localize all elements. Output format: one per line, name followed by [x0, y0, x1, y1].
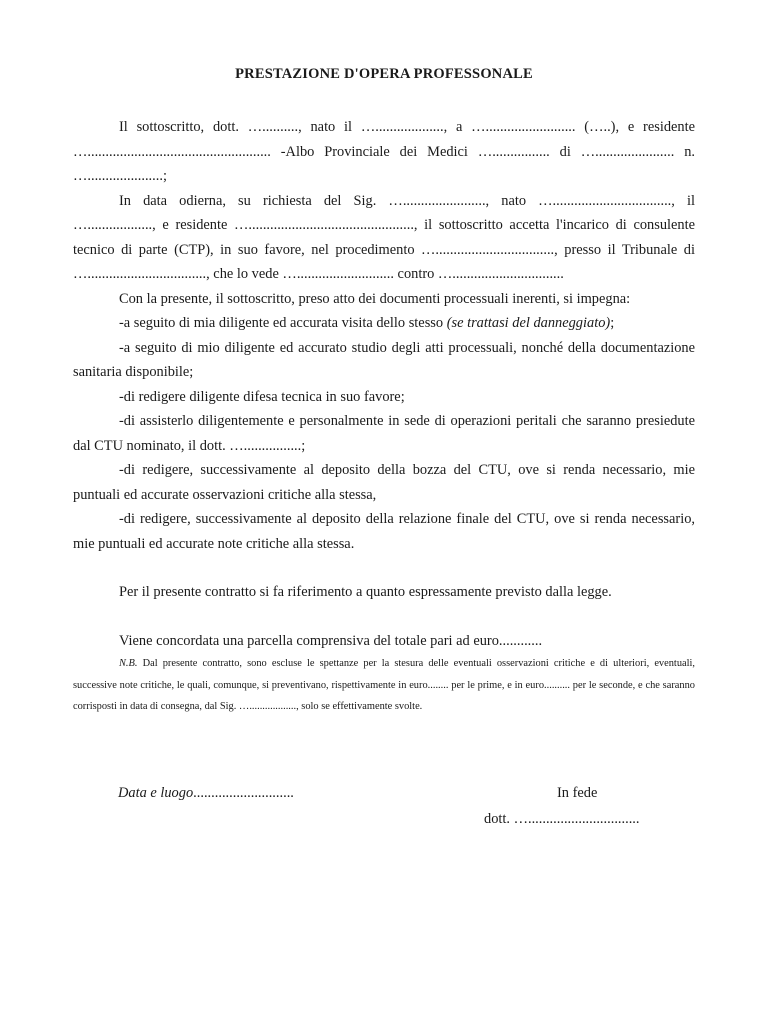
commitment-visit-end: ; [610, 315, 615, 331]
date-place-dots: ............................ [193, 785, 294, 801]
commitment-visit-text: -a seguito di mia diligente ed accurata visita dello stesso [119, 315, 447, 331]
paragraph-commitment-intro: Con la presente, il sottoscritto, preso atto dei documenti processuali inerenti, si impegna: [119, 290, 631, 307]
document-title: PRESTAZIONE D'OPERA PROFESSONALE [235, 66, 533, 82]
spacer [73, 605, 695, 629]
note-block [73, 653, 695, 718]
paragraph-request: In data odierna, su richiesta del Sig. …......................., nato …................................., il ….................., e residente ….............................................., il sottoscritto accetta l'incarico di consulente tecnico di parte (CTP), in suo favore, nel procedimento …................................., presso il Tribunale di …................................., che lo vede …........................... contro …............................... [73, 192, 695, 282]
paragraph-legal-reference: Per il presente contratto si fa riferimento a quanto espressamente previsto dalla legge. [119, 584, 612, 600]
note-label: N.B. [119, 658, 138, 669]
date-place-label: Data e luogo [118, 785, 194, 801]
paragraph-commitment-visit [73, 311, 695, 336]
document-body [73, 115, 695, 718]
paragraph-declaration: Il sottoscritto, dott. ….........., nato il …..................., a …......................... (…..), e residente …................................................... -Albo Provinciale dei Medici …................ di …...................... n. ….....................; [73, 119, 695, 184]
paragraph-fee: Viene concordata una parcella comprensiva del totale pari ad euro............ [119, 632, 543, 649]
paragraph-commitment-defense: -di redigere diligente difesa tecnica in suo favore; [119, 388, 405, 405]
signature-dott-line: dott. …............................... [484, 811, 640, 827]
in-fede-label: In fede [557, 785, 598, 801]
date-place-field [118, 785, 294, 802]
paragraph-commitment-draft-observations: -di redigere, successivamente al deposito della bozza del CTU, ove si renda necessario, mie puntuali ed accurate osservazioni critiche alla stessa, [73, 462, 695, 503]
paragraph-commitment-assist: -di assisterlo diligentemente e personalmente in sede di operazioni peritali che saranno presiedute dal CTU nominato, il dott. …................; [73, 413, 695, 454]
paragraph-commitment-final-notes: -di redigere, successivamente al deposito della relazione finale del CTU, ove si renda necessario, mie puntuali ed accurate note critiche alla stessa. [73, 511, 695, 552]
paragraph-commitment-study: -a seguito di mio diligente ed accurato studio degli atti processuali, nonché della documentazione sanitaria disponibile; [73, 339, 695, 380]
commitment-visit-italic: (se trattasi del danneggiato) [446, 315, 611, 331]
spacer [73, 556, 695, 580]
note-text: Dal presente contratto, sono escluse le spettanze per la stesura delle eventuali osservazioni critiche e di ulteriori, eventuali, successive note critiche, le quali, comunque, si preventivano, rispettivamente in euro........ per le prime, e in euro.......... per le seconde, e che saranno corrisposti in data di consegna, dal Sig. ….................., solo se effettivamente svolte. [73, 658, 695, 712]
